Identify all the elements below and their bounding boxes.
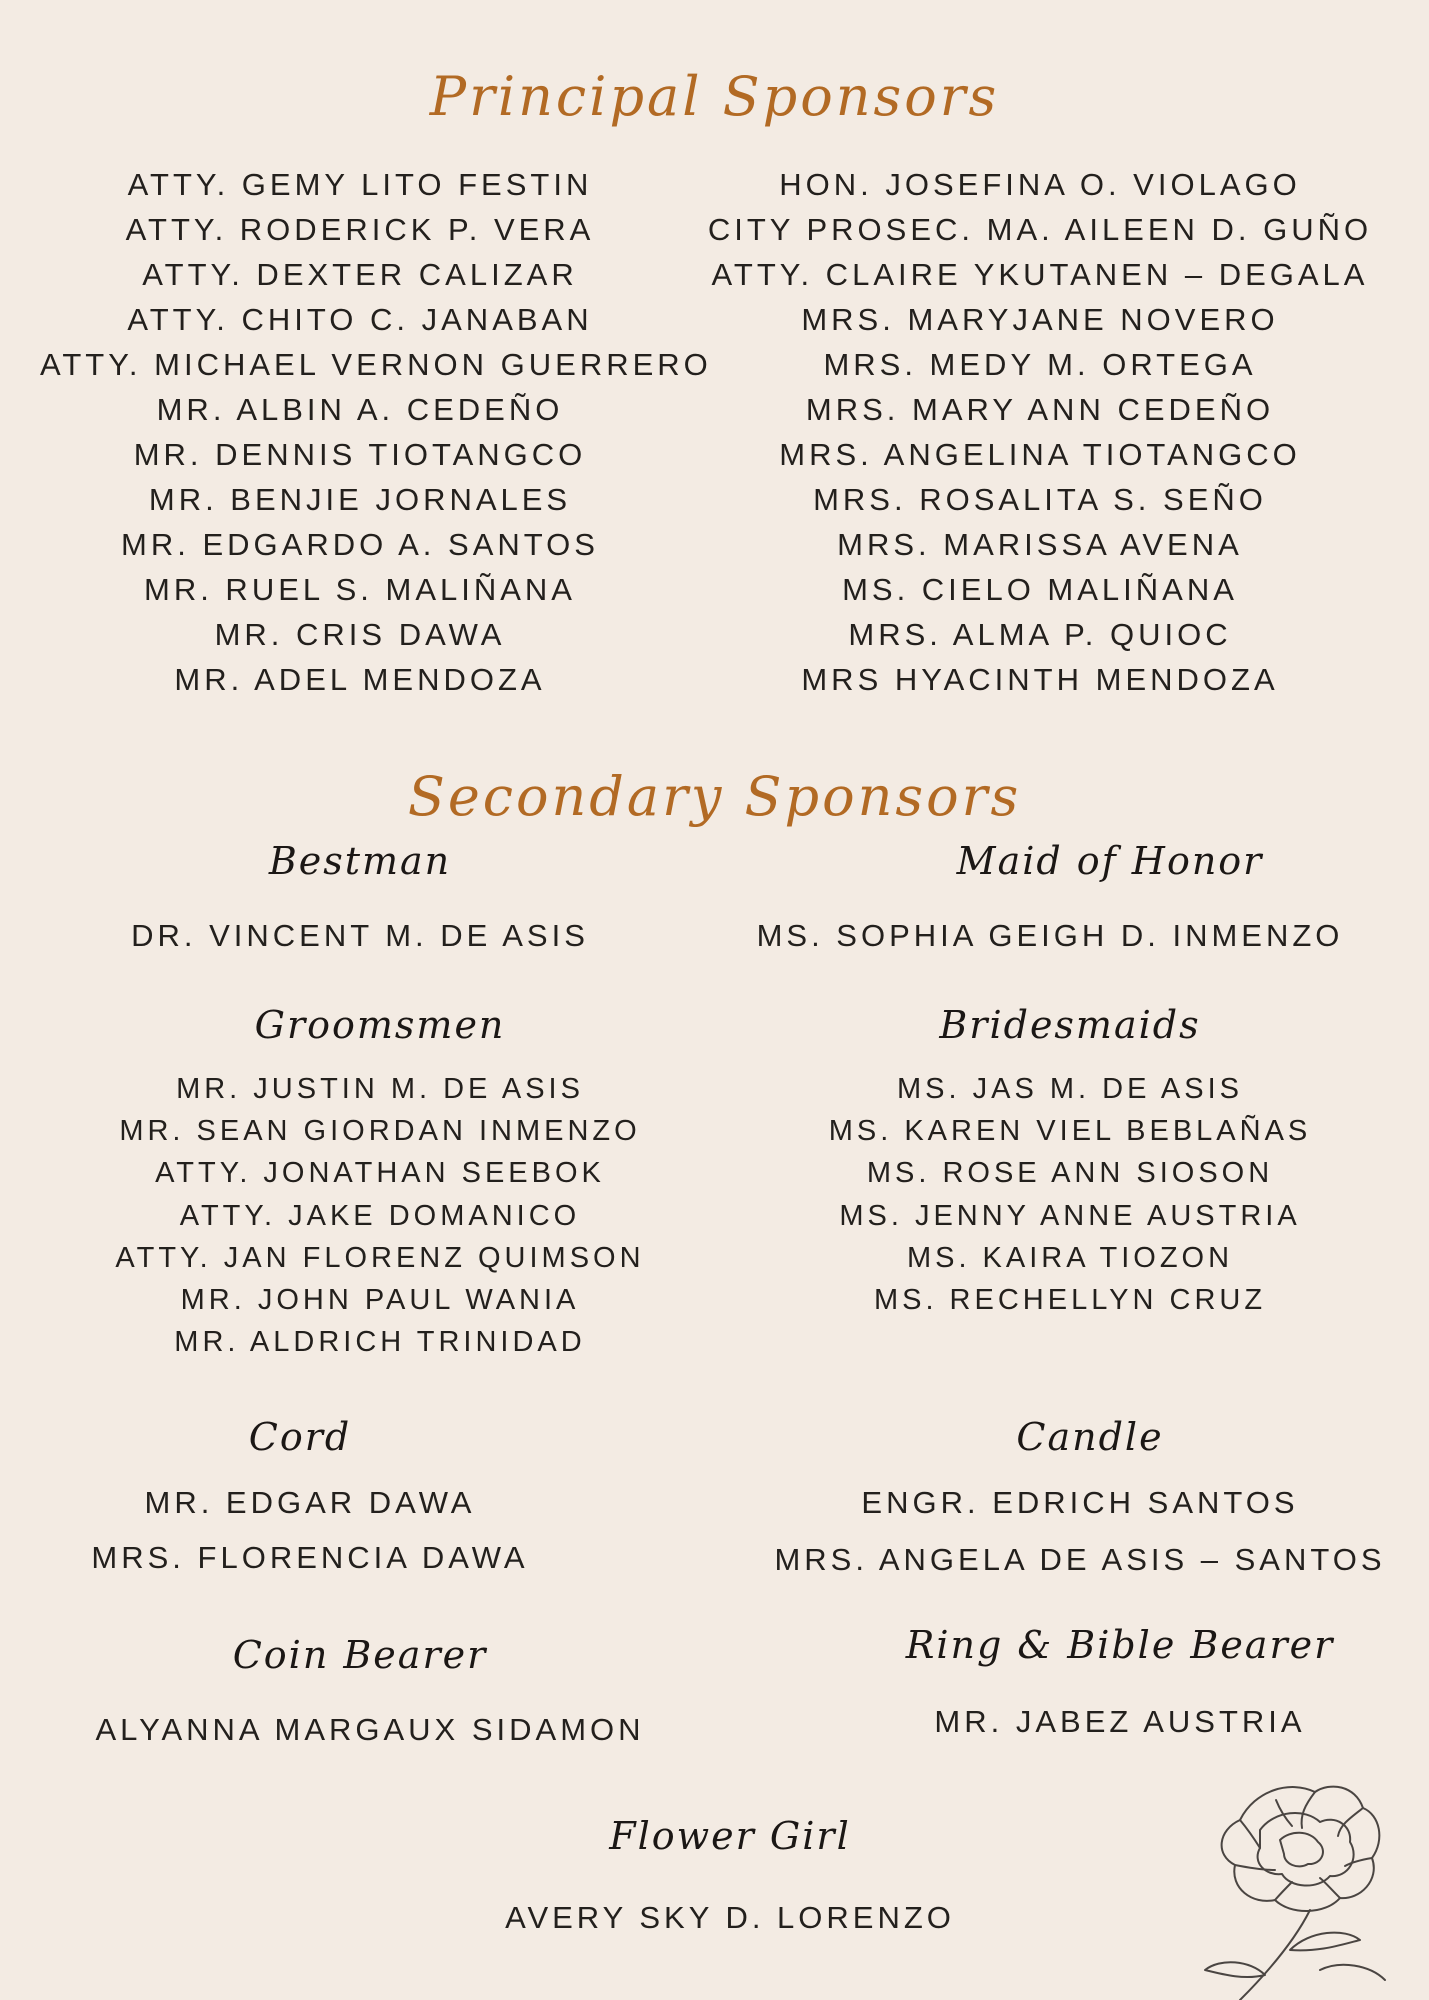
candle-heading: Candle [1016, 1415, 1164, 1459]
groomsman-name: ATTY. JAKE DOMANICO [179, 1199, 581, 1232]
bridesmaids-heading: Bridesmaids [939, 1003, 1201, 1047]
maid-of-honor-heading: Maid of Honor [956, 839, 1264, 883]
sponsor-name: MR. CRIS DAWA [214, 617, 506, 652]
bridesmaid-name: MS. JENNY ANNE AUSTRIA [839, 1199, 1301, 1232]
candle-name-1: ENGR. EDRICH SANTOS [861, 1485, 1299, 1520]
ring-bible-bearer-heading: Ring & Bible Bearer [905, 1623, 1335, 1667]
sponsor-name: MR. ALBIN A. CEDEÑO [156, 392, 564, 427]
bridesmaid-name: MS. JAS M. DE ASIS [897, 1073, 1243, 1105]
groomsman-name: MR. JUSTIN M. DE ASIS [176, 1073, 584, 1105]
cord-name-1: MR. EDGAR DAWA [144, 1485, 476, 1520]
sponsor-name: MRS. ANGELINA TIOTANGCO [779, 437, 1301, 472]
sponsor-name: MRS. ROSALITA S. SEÑO [813, 482, 1267, 517]
groomsmen-heading: Groomsmen [254, 1003, 506, 1047]
bridesmaids-list [780, 1068, 1360, 1321]
coin-bearer-name: ALYANNA MARGAUX SIDAMON [95, 1712, 645, 1747]
sponsor-name: MRS. ALMA P. QUIOC [848, 617, 1232, 652]
bestman-name: DR. VINCENT M. DE ASIS [131, 918, 589, 953]
sponsor-name: MR. EDGARDO A. SANTOS [121, 527, 599, 562]
sponsor-name: MRS. MEDY M. ORTEGA [823, 347, 1257, 382]
candle-name-2: MRS. ANGELA DE ASIS – SANTOS [774, 1542, 1386, 1577]
sponsor-name: HON. JOSEFINA O. VIOLAGO [779, 167, 1301, 202]
groomsmen-list [100, 1068, 660, 1363]
principal-sponsors-title: Principal Sponsors [429, 65, 1000, 128]
groomsman-name: ATTY. JAN FLORENZ QUIMSON [115, 1241, 645, 1274]
maid-of-honor-name: MS. SOPHIA GEIGH D. INMENZO [756, 918, 1344, 953]
flower-girl-name: AVERY SKY D. LORENZO [505, 1900, 955, 1935]
principal-sponsors-right-list [700, 162, 1380, 702]
bridesmaid-name: MS. RECHELLYN CRUZ [873, 1283, 1267, 1316]
sponsor-name: MRS. MARISSA AVENA [837, 527, 1243, 562]
sponsor-name: CITY PROSEC. MA. AILEEN D. GUÑO [707, 212, 1373, 247]
ring-bible-bearer-name: MR. JABEZ AUSTRIA [934, 1704, 1306, 1739]
flower-girl-heading: Flower Girl [609, 1814, 851, 1858]
sponsor-name: MRS. MARY ANN CEDEÑO [805, 392, 1275, 427]
groomsman-name: ATTY. JONATHAN SEEBOK [155, 1157, 605, 1190]
sponsor-name: MR. DENNIS TIOTANGCO [133, 437, 587, 472]
bestman-heading: Bestman [268, 839, 452, 883]
groomsman-name: MR. JOHN PAUL WANIA [180, 1283, 580, 1316]
sponsor-name: ATTY. DEXTER CALIZAR [142, 257, 578, 292]
sponsor-name: MS. CIELO MALIÑANA [842, 572, 1238, 607]
groomsman-name: MR. ALDRICH TRINIDAD [174, 1326, 586, 1359]
sponsor-name: ATTY. GEMY LITO FESTIN [127, 167, 593, 202]
sponsor-name: ATTY. CHITO C. JANABAN [127, 302, 593, 337]
peony-flower-icon [1180, 1770, 1429, 2000]
sponsor-name: ATTY. CLAIRE YKUTANEN – DEGALA [711, 257, 1369, 292]
bridesmaid-name: MS. KAIRA TIOZON [906, 1241, 1234, 1274]
sponsor-name: ATTY. MICHAEL VERNON GUERRERO [40, 347, 712, 382]
sponsor-name: MR. RUEL S. MALIÑANA [144, 572, 576, 607]
groomsman-name: MR. SEAN GIORDAN INMENZO [119, 1115, 641, 1148]
principal-sponsors-left-list [40, 162, 712, 702]
cord-name-2: MRS. FLORENCIA DAWA [91, 1540, 529, 1575]
sponsor-name: MRS HYACINTH MENDOZA [801, 662, 1279, 697]
coin-bearer-heading: Coin Bearer [232, 1633, 488, 1677]
secondary-sponsors-title: Secondary Sponsors [407, 765, 1022, 828]
sponsor-name: MR. ADEL MENDOZA [174, 662, 546, 697]
cord-heading: Cord [248, 1415, 352, 1459]
sponsor-name: ATTY. RODERICK P. VERA [125, 212, 595, 247]
bridesmaid-name: MS. KAREN VIEL BEBLAÑAS [828, 1115, 1312, 1148]
sponsor-name: MRS. MARYJANE NOVERO [801, 302, 1279, 337]
bridesmaid-name: MS. ROSE ANN SIOSON [866, 1157, 1274, 1190]
sponsor-name: MR. BENJIE JORNALES [148, 482, 572, 517]
